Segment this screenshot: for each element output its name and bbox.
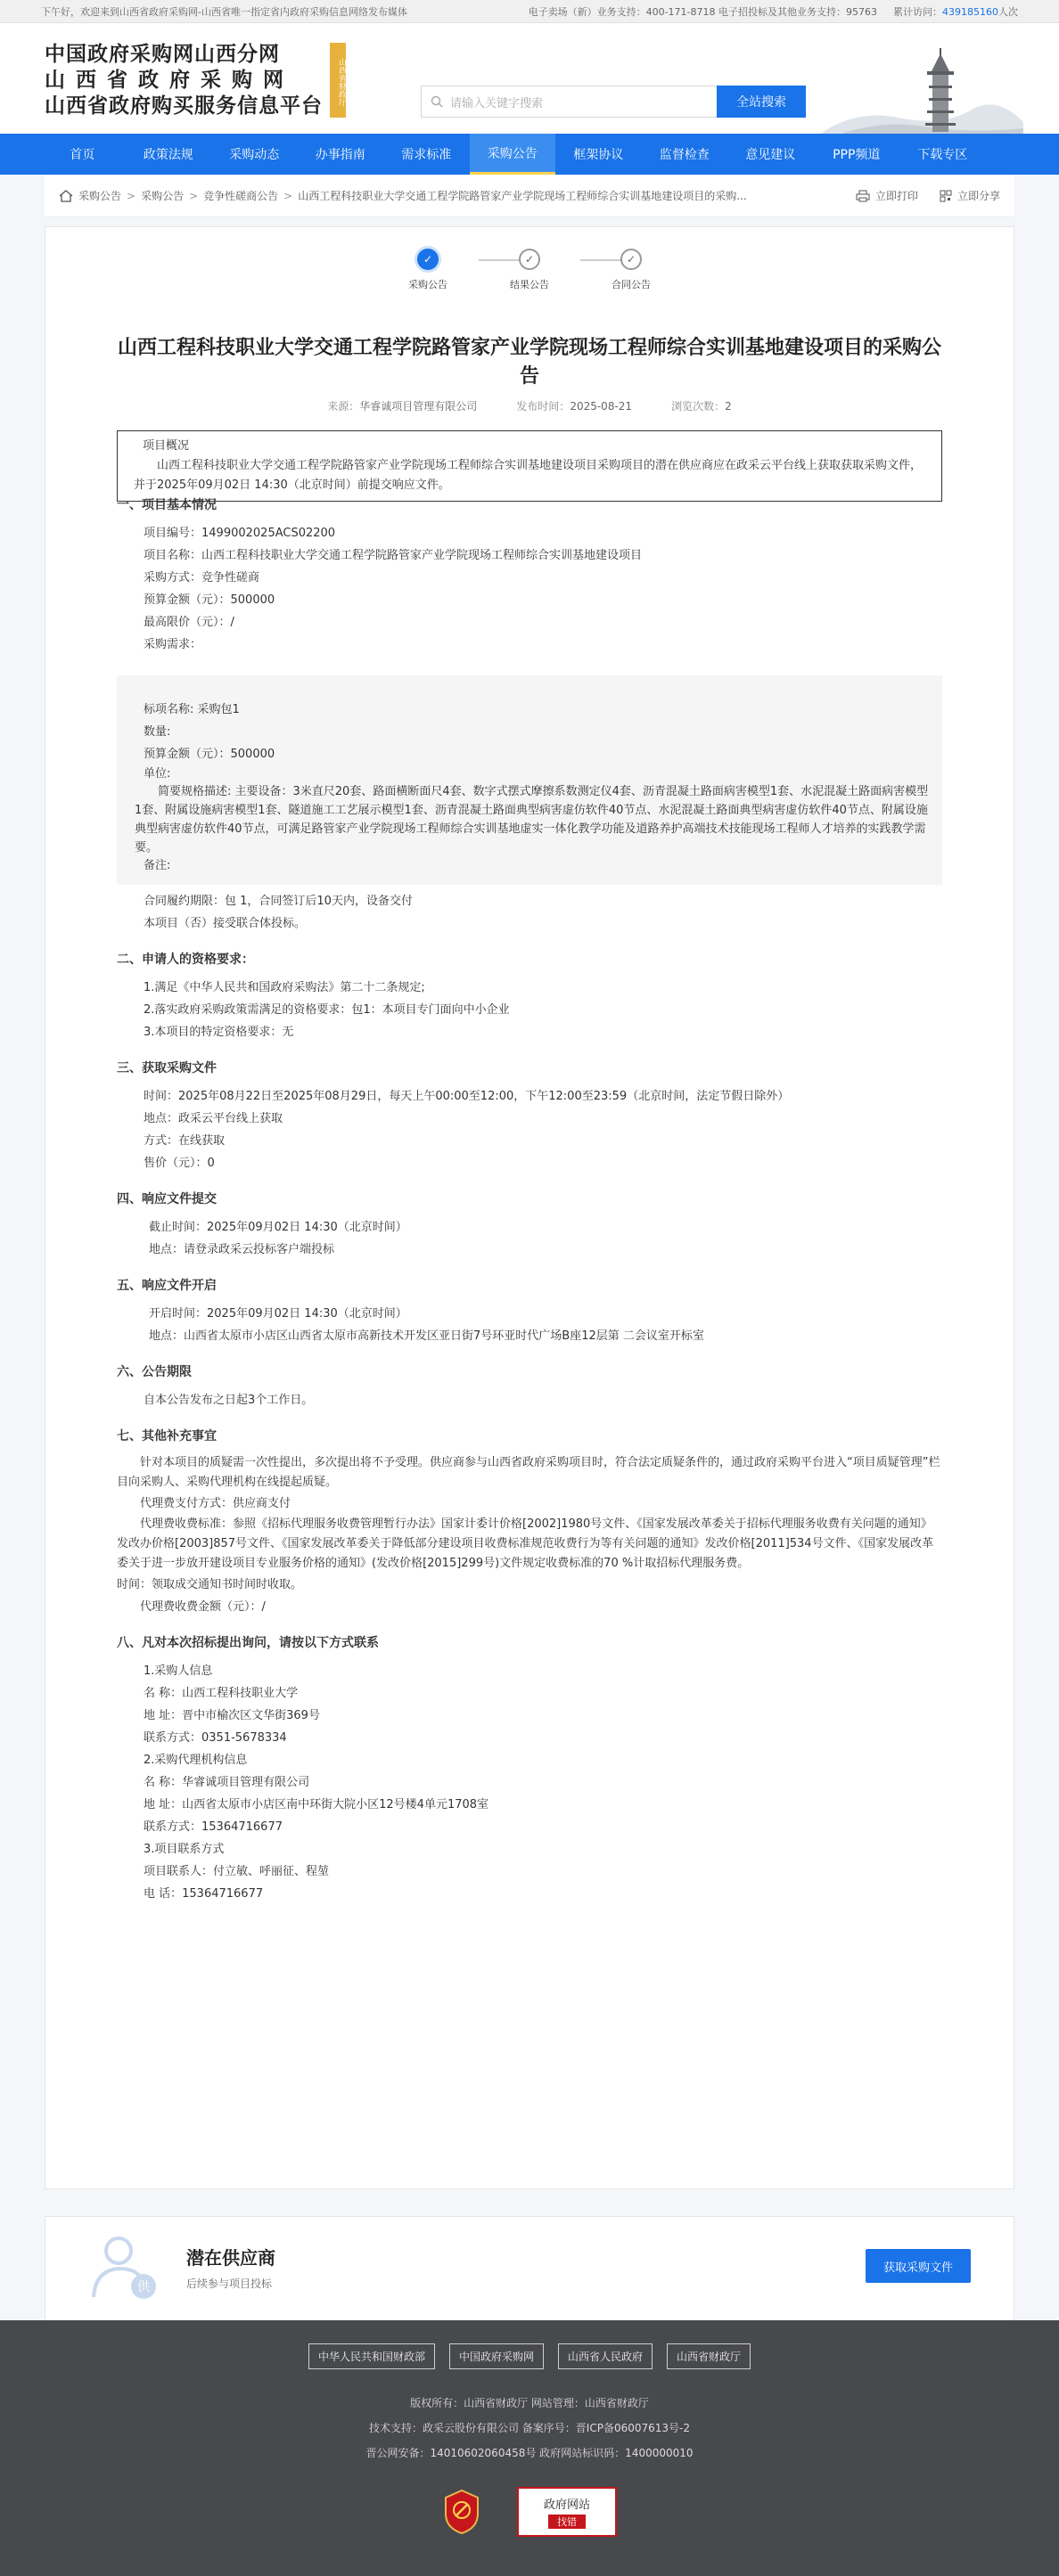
search-placeholder: 请输入关键字搜索 <box>450 96 544 110</box>
lot-details <box>117 675 942 885</box>
info-paragraph: 代理费收费标准：参照《招标代理服务收费管理暂行办法》国家计委计价格[2002]1980号文件、《国家发展改革委关于招标代理服务收费有关问题的通知》发改办价格[2003]857号文件、《国家发展改革委关于降低部分建设项目收费标准规范收费行为等有关问题的通知》发改价格[2011]534号文件、《国家发展改革委关于进一步放开建设项目专业服务价格的通知》(发改价格[2015]299号)文件规定收费标准的70 %计取招标代理服务费。 <box>117 1517 934 1570</box>
breadcrumb-separator: > <box>283 189 293 202</box>
lot-note: 备注: <box>144 859 171 872</box>
article-panel <box>45 226 1014 2189</box>
step-contract-notice[interactable] <box>600 249 662 291</box>
finance-dept-seal: 山西省财政厅 <box>330 43 346 118</box>
summary-heading: 项目概况 <box>143 439 190 453</box>
contact-line: 项目联系人：付立敏、呼丽征、程堃 <box>144 1865 330 1878</box>
lot-line: 单位: <box>144 767 171 781</box>
step-label: 采购公告 <box>408 279 447 290</box>
breadcrumb-item[interactable]: 竞争性磋商公告 <box>203 190 279 202</box>
search-icon <box>431 95 443 108</box>
footer-link-shanxi-gov[interactable]: 山西省人民政府 <box>558 2343 653 2369</box>
nav-news[interactable]: 采购动态 <box>229 148 280 162</box>
info-line: 采购需求： <box>144 638 202 651</box>
page-title: 山西工程科技职业大学交通工程学院路管家产业学院现场工程师综合实训基地建设项目的采购公告 <box>117 337 941 388</box>
lot-line: 预算金额（元）：500000 <box>144 748 275 761</box>
section-heading: 四、响应文件提交 <box>117 1192 217 1206</box>
party-emblem-icon[interactable] <box>442 2489 481 2535</box>
section-heading: 八、凡对本次招标提出询问，请按以下方式联系 <box>117 1636 379 1650</box>
printer-icon <box>856 190 870 202</box>
breadcrumb-item[interactable]: 采购公告 <box>141 190 185 202</box>
info-line: 地点：请登录政采云投标客户端投标 <box>149 1243 335 1256</box>
info-line: 方式：在线获取 <box>144 1134 226 1148</box>
info-line: 售价（元）：0 <box>144 1157 215 1170</box>
breadcrumb <box>59 188 747 203</box>
site-logo[interactable] <box>45 41 323 119</box>
contact-line: 联系方式：15364716677 <box>144 1820 283 1834</box>
nav-announcements[interactable]: 采购公告 <box>470 134 556 175</box>
meta-views <box>671 398 732 413</box>
source-label: 来源： <box>327 400 360 413</box>
info-line: 项目名称：山西工程科技职业大学交通工程学院路管家产业学院现场工程师综合实训基地建设项目 <box>144 549 643 562</box>
footer-links <box>0 2343 1059 2369</box>
contact-line: 3.项目联系方式 <box>144 1843 225 1856</box>
nav-downloads[interactable]: 下载专区 <box>917 148 968 162</box>
visits-label: 累计访问： <box>893 5 942 18</box>
article-body <box>117 487 942 1905</box>
contact-line: 名 称：山西工程科技职业大学 <box>144 1687 299 1700</box>
support-text: 电子卖场（新）业务支持：400-171-8718 电子招投标及其他业务支持：95763 <box>528 5 877 18</box>
footer-link-mof[interactable]: 中华人民共和国财政部 <box>308 2343 435 2369</box>
nav-home[interactable]: 首页 <box>70 148 95 162</box>
info-line: 采购方式：竞争性磋商 <box>144 571 260 585</box>
section-heading: 三、获取采购文件 <box>117 1061 217 1075</box>
section-heading: 七、其他补充事宜 <box>117 1429 217 1443</box>
info-line: 截止时间：2025年09月02日 14:30（北京时间） <box>149 1221 407 1234</box>
views-label: 浏览次数： <box>671 400 726 413</box>
logo-line-1: 中国政府采购网山西分网 <box>45 42 280 66</box>
info-line: 2.落实政府采购政策需满足的资格要求：包1：本项目专门面向中小企业 <box>144 1003 510 1017</box>
section-heading: 二、申请人的资格要求： <box>117 953 254 967</box>
info-paragraph: 代理费支付方式：供应商支付 <box>140 1497 291 1510</box>
gov-website-error-report-badge[interactable] <box>517 2487 617 2537</box>
contact-line: 2.采购代理机构信息 <box>144 1754 248 1767</box>
step-label: 结果公告 <box>510 279 549 290</box>
breadcrumb-item[interactable]: 采购公告 <box>78 190 122 202</box>
main-nav <box>0 134 1059 175</box>
search-input[interactable] <box>421 86 717 118</box>
share-label: 立即分享 <box>956 190 1000 202</box>
avatar-glyph: 供 <box>137 2280 150 2294</box>
check-icon: ✓ <box>417 249 439 270</box>
welcome-text: 下午好，欢迎来到山西省政府采购网-山西省唯一指定省内政府采购信息网络发布媒体 <box>41 5 407 18</box>
step-label: 合同公告 <box>612 279 651 290</box>
footer-link-ccgp[interactable]: 中国政府采购网 <box>449 2343 544 2369</box>
contact-line: 地 址：晋中市榆次区文华街369号 <box>144 1709 320 1722</box>
print-label: 立即打印 <box>874 190 918 202</box>
potential-supplier-panel <box>45 2216 1014 2321</box>
gov-badge-label: 政府网站 <box>543 2498 590 2512</box>
top-bar-right <box>529 4 1018 19</box>
search-bar <box>421 86 806 118</box>
section-heading: 六、公告期限 <box>117 1365 192 1379</box>
info-line: 项目编号：1499002025ACS02200 <box>144 527 336 540</box>
pagoda-illustration <box>818 46 1023 134</box>
info-paragraph: 代理费收费金额（元）：/ <box>140 1600 266 1614</box>
date-value: 2025-08-21 <box>570 400 633 413</box>
meta-source <box>327 398 477 413</box>
supplier-avatar-icon <box>88 2229 163 2304</box>
nav-feedback[interactable]: 意见建议 <box>745 148 796 162</box>
supplier-subtitle: 后续参与项目投标 <box>186 2278 273 2290</box>
search-button[interactable]: 全站搜索 <box>717 86 806 118</box>
breadcrumb-bar <box>45 175 1014 217</box>
info-line: 3.本项目的特定资格要求：无 <box>144 1026 294 1039</box>
section-heading: 一、项目基本情况 <box>117 498 217 512</box>
print-button[interactable] <box>856 188 918 203</box>
info-line: 时间：2025年08月22日至2025年08月29日，每天上午00:00至12:00，下午12:00至23:59（北京时间，法定节假日除外） <box>144 1090 790 1103</box>
contact-line: 1.采购人信息 <box>144 1664 213 1678</box>
footer-badges <box>0 2487 1059 2537</box>
article-meta <box>45 398 1014 413</box>
check-icon: ✓ <box>519 249 540 270</box>
info-line: 开启时间：2025年09月02日 14:30（北京时间） <box>149 1307 407 1321</box>
site-header <box>0 23 1059 134</box>
contact-line: 名 称：华睿诚项目管理有限公司 <box>144 1776 310 1789</box>
top-bar <box>0 0 1059 23</box>
views-value: 2 <box>725 400 732 413</box>
security-filing-line: 晋公网安备：14010602060458号 政府网站标识码：1400000010 <box>365 2447 694 2459</box>
check-icon: ✓ <box>620 249 642 270</box>
info-line: 地点：政采云平台线上获取 <box>144 1112 283 1125</box>
step-procurement-notice[interactable] <box>397 249 459 291</box>
nav-framework[interactable]: 框架协议 <box>573 148 624 162</box>
visits-unit: 人次 <box>998 5 1018 18</box>
nav-guide[interactable]: 办事指南 <box>315 148 365 162</box>
footer-info <box>0 2391 1059 2466</box>
meta-date <box>516 398 632 413</box>
visits-value: 439185160 <box>942 5 998 18</box>
tech-support-line: 技术支持：政采云股份有限公司 备案序号：晋ICP备06007613号-2 <box>368 2422 690 2434</box>
summary-text: 山西工程科技职业大学交通工程学院路管家产业学院现场工程师综合实训基地建设项目采购项目的潜在供应商应在政采云平台线上获取获取采购文件，并于2025年09月02日 14:30（北京时间）前提交响应文件。 <box>134 459 923 492</box>
nav-ppp[interactable]: PPP频道 <box>833 148 881 162</box>
site-footer <box>0 2320 1059 2576</box>
qr-code-icon <box>940 190 952 202</box>
info-line: 1.满足《中华人民共和国政府采购法》第二十二条规定; <box>144 981 425 994</box>
lot-line: 标项名称: 采购包1 <box>144 703 240 716</box>
source-value: 华睿诚项目管理有限公司 <box>359 400 478 413</box>
step-result-notice[interactable] <box>498 249 561 291</box>
nav-supervision[interactable]: 监督检查 <box>659 148 710 162</box>
home-icon[interactable] <box>59 190 73 202</box>
share-button[interactable] <box>940 188 1000 203</box>
supplier-title: 潜在供应商 <box>186 2247 275 2269</box>
gov-badge-sub: 找错 <box>548 2515 586 2529</box>
logo-line-3: 山西省政府购买服务信息平台 <box>45 94 323 118</box>
contact-line: 电 话：15364716677 <box>144 1887 264 1901</box>
contact-line: 联系方式：0351-5678334 <box>144 1731 287 1745</box>
info-line: 最高限价（元）：/ <box>144 616 234 629</box>
progress-steps <box>45 249 1014 291</box>
footer-link-finance-dept[interactable]: 山西省财政厅 <box>667 2343 751 2369</box>
info-paragraph: 针对本项目的质疑需一次性提出，多次提出将不予受理。供应商参与山西省政府采购项目时，符合法定质疑条件的，通过政府采购平台进入“项目质疑管理”栏目向采购人、采购代理机构在线提起质疑。 <box>117 1456 940 1489</box>
logo-line-2: 山西省政府采购网 <box>45 68 294 92</box>
lot-description: 简要规格描述: 主要设备：3米直尺20套、路面横断面尺4套、数字式摆式摩擦系数测定仪4套、沥青混凝土路面病害模型1套、水泥混凝土路面病害模型1套、附属设施病害模型1套、隧道施工工艺展示模型1套、沥青混凝土路面典型病害虚仿软件40节点、水泥混凝土路面典型病害虚仿软件40节点、附属设施典型病害虚仿软件40节点，可满足路管家产业学院现场工程师综合实训基地虚实一体化教学功能及道路养护高端技术技能现场工程师人才培养的实践教学需要。 <box>135 785 929 855</box>
nav-standards[interactable]: 需求标准 <box>401 148 452 162</box>
nav-policy[interactable]: 政策法规 <box>143 148 193 162</box>
page-tools <box>856 188 1000 203</box>
copyright-line: 版权所有：山西省财政厅 网站管理：山西省财政厅 <box>410 2397 649 2409</box>
info-line: 地点：山西省太原市小店区山西省太原市高新技术开发区亚日街7号环亚时代广场B座12层第 二会议室开标室 <box>149 1329 704 1343</box>
section-heading: 五、响应文件开启 <box>117 1279 217 1293</box>
breadcrumb-separator: > <box>189 189 199 202</box>
breadcrumb-separator: > <box>127 189 136 202</box>
info-line: 自本公告发布之日起3个工作日。 <box>144 1394 314 1407</box>
lot-line: 数量: <box>144 725 171 739</box>
info-line: 本项目（否）接受联合体投标。 <box>144 917 307 930</box>
info-paragraph: 时间：领取成交通知书时间时收取。 <box>117 1578 303 1591</box>
date-label: 发布时间： <box>516 400 571 413</box>
info-line: 合同履约期限：包 1，合同签订后10天内，设备交付 <box>144 895 413 908</box>
breadcrumb-current: 山西工程科技职业大学交通工程学院路管家产业学院现场工程师综合实训基地建设项目的采购... <box>298 190 747 202</box>
get-procurement-file-button[interactable]: 获取采购文件 <box>866 2249 971 2283</box>
contact-line: 地 址：山西省太原市小店区南中环街大院小区12号楼4单元1708室 <box>144 1798 489 1811</box>
visits-counter <box>893 4 1018 19</box>
info-line: 预算金额（元）：500000 <box>144 593 275 607</box>
